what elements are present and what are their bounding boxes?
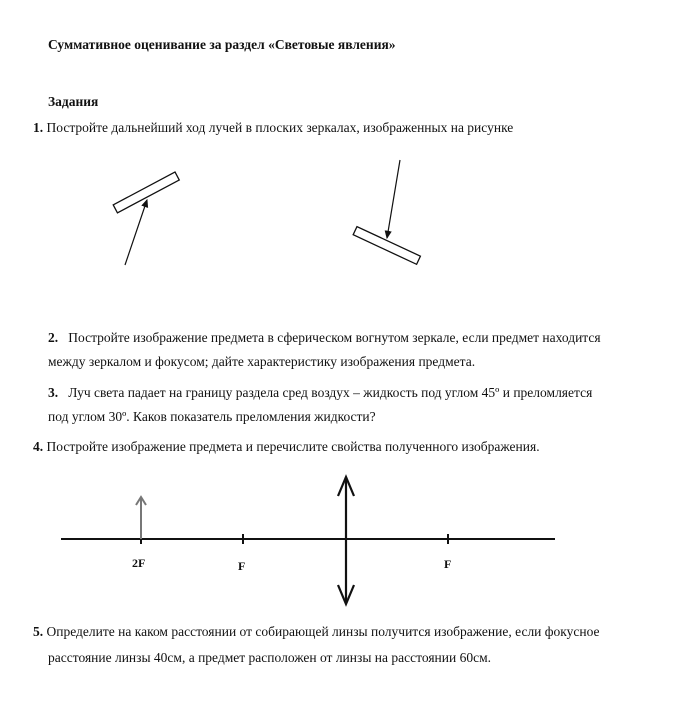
task-3: [48, 385, 592, 401]
label-f-right: F: [444, 557, 452, 571]
document-title: Суммативное оценивание за раздел «Световые явления»: [48, 37, 396, 52]
task-4: [33, 439, 540, 455]
task-2: [48, 330, 601, 346]
label-2f: 2F: [132, 556, 146, 570]
task-number: 1.: [33, 120, 44, 135]
task-3-cont: под углом 30º. Каков показатель преломления жидкости?: [48, 409, 376, 424]
plane-mirror-2: [353, 160, 420, 264]
task-number: 4.: [33, 439, 44, 454]
task-2-cont: между зеркалом и фокусом; дайте характеристику изображения предмета.: [48, 354, 476, 369]
task-text: Постройте дальнейший ход лучей в плоских зеркалах, изображенных на рисунке: [46, 120, 514, 135]
task-text: Определите на каком расстоянии от собирающей линзы получится изображение, если фокусное: [46, 624, 600, 639]
task-number: 3.: [48, 385, 59, 400]
section-heading: Задания: [48, 94, 99, 109]
plane-mirror-1: [113, 172, 179, 265]
task-number: 5.: [33, 624, 44, 639]
task-5: [33, 624, 600, 640]
task-text: Постройте изображение предмета в сферическом вогнутом зеркале, если предмет находится: [68, 330, 601, 345]
task-text: Луч света падает на границу раздела сред воздух – жидкость под углом 45º и преломляется: [68, 385, 593, 400]
converging-lens: [338, 477, 354, 604]
task-text: Постройте изображение предмета и перечислите свойства полученного изображения.: [46, 439, 540, 454]
object-arrow: [136, 497, 146, 539]
task-5-cont: расстояние линзы 40см, а предмет расположен от линзы на расстоянии 60см.: [48, 650, 491, 665]
label-f-left: F: [238, 559, 246, 573]
task-number: 2.: [48, 330, 59, 345]
lens-diagram: [61, 477, 555, 604]
